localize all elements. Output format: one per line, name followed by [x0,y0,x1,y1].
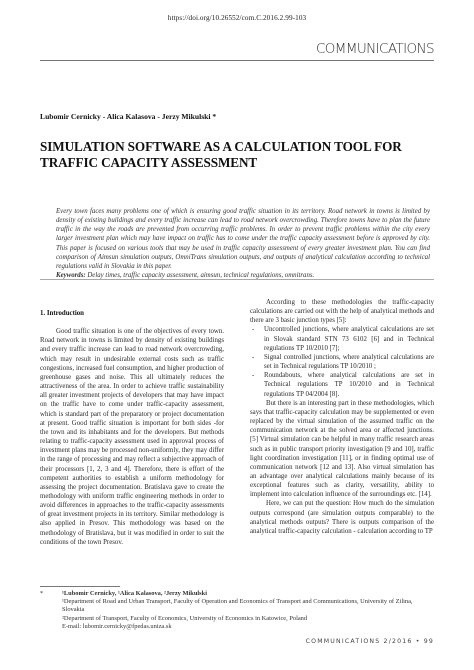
footnote-affiliation: ²Department of Transport, Faculty of Economics, University of Economics in Katowice, Poland [62,614,308,622]
paragraph: But there is an interesting part in these methodologies, which says that traffic-capacity calculation may be supplemented or even replaced by the virtual simulation of the assumed traffic on the communication network at the solved area or affected junctions. [5] Virtual simulation can be helpful in many traffic research areas such as in public transport priority investigation [9 and 10], traffic light coordination investigation [11], or in finding optimal use of communication network [12 and 13]. Also virtual simulation has an advantage over analytical calculations mainly because of its exceptional features such as clarity, versatility, ability to implement into calculation influence of the surroundings etc. [14]. [250,399,434,499]
list-item [250,325,434,352]
footnote-rule [40,586,120,587]
page-footer: COMMUNICATIONS 2/2016 • 99 [305,638,434,645]
paragraph: Good traffic situation is one of the objectives of every town. Road network in towns is limited by density of existing buildings and every traffic increase can lead to road network overcrowding, which may result in undesirable external costs such as traffic congestions, increased fuel consumption, and higher production of greenhouse gases and noise. This all ultimately reduces the attractiveness of the area. In order to achieve traffic sustainability all greater investment projects of developers that may have impact on the traffic have to come under traffic-capacity assessment, which is standard part of the preparatory or project documentation at present. Good traffic situation is important for both sides -for the town and its inhabitants and for the developers. But methods relating to traffic-capacity assessment used in approval process of investment plans may be processed non-uniformly, they may differ in the range of processing and may reflect a subjective approach of their processors [1, 2, 3 and 4]. Therefore, there is effort of the competent authorities to establish a uniform methodology for assessing the project documentation. Bratislava gave to create the methodology with uniform traffic engineering methods in order to avoid differences in approaches to the traffic-capacity assessments of great investment projects in its territory. Similar methodology is also applied in Presov. This methodology was based on the methodology of Bratislava, but it was modified in order to suit the conditions of the town Presov. [40,328,224,546]
doi-link[interactable]: https://doi.org/10.26552/com.C.2016.2.99-103 [167,14,307,22]
abstract-rule [40,279,434,280]
keywords-label: Keywords: [56,272,86,280]
list-item-text: Signal controlled junctions, where analytical calculations are set in Technical regulations TP 10/2010 ; [264,353,434,371]
list-dash: - [252,326,255,334]
list-item-text: Uncontrolled junctions, where analytical calculations are set in Slovak standard STN 73 6102 [6] and in Technical regulations TP 10/2010 [7]; [264,326,434,352]
authors-line: Lubomir Cernicky - Alica Kalasova - Jerzy Mikulski * [40,112,217,121]
right-column [250,298,434,536]
list-item [250,353,434,371]
list-dash: - [252,353,255,361]
paragraph: Here, we can put the question: How much do the simulation outputs correspond (are simulation outputs comparable) to the analytical methods outputs? There is outputs comparison of the analytical traffic-capacity calculation - calculation according to TP [250,500,434,535]
list-dash: - [252,372,255,380]
paragraph: According to these methodologies the traffic-capacity calculations are carried out with the help of analytical methods and there are 3 basic junction types [5]: [250,299,434,325]
journal-name: COMMUNICATIONS [315,41,434,57]
list-item-text: Roundabouts, where analytical calculations are set in Technical regulations TP 10/2010 and in Technical regulations TP 04/2004 [8]. [264,372,434,398]
header-rule [40,60,434,61]
section-heading: 1. Introduction [40,310,84,317]
footnote-authors: ¹Lubomir Cernicky, ¹Alica Kalasova, ²Jerzy Mikulski [62,590,207,597]
footnote-affiliation: ¹Department of Road and Urban Transport, Faculty of Operation and Economics of Transport and Communications, University of Zilina, Slovakia [62,598,413,614]
footnote [40,590,430,631]
left-column [40,309,224,547]
keywords-text: Delay times, traffic capacity assessment, aimsun, technical regulations, omnitrans. [85,272,315,280]
paper-title: SIMULATION SOFTWARE AS A CALCULATION TOOL FOR TRAFFIC CAPACITY ASSESSMENT [40,139,402,170]
footnote-email[interactable]: E-mail: lubomir.cernicky@fpedas.uniza.sk [62,622,172,630]
list-item [250,371,434,398]
footnote-star: * [40,590,44,597]
abstract-text: Every town faces many problems one of which is ensuring good traffic situation in its territory. Road network in towns is limited by density of existing buildings and every traffic increase can lead to road network overcrowding. Therefore towns have to plan the future traffic in the way the roads are prevented from occurring traffic problems. In order to prevent traffic problems within the city every larger investment plan which may have impact on traffic has to come under the traffic capacity assessment before is approved by city. This paper is focused on various tools that may be used in traffic capacity assessment of every greater investment plan. You can find comparison of Aimsun simulation outputs, OmniTrans simulation outputs, and outputs of analytical calculation according to technical regulations valid in Slovakia in this paper. [56,208,430,270]
abstract [56,207,430,280]
